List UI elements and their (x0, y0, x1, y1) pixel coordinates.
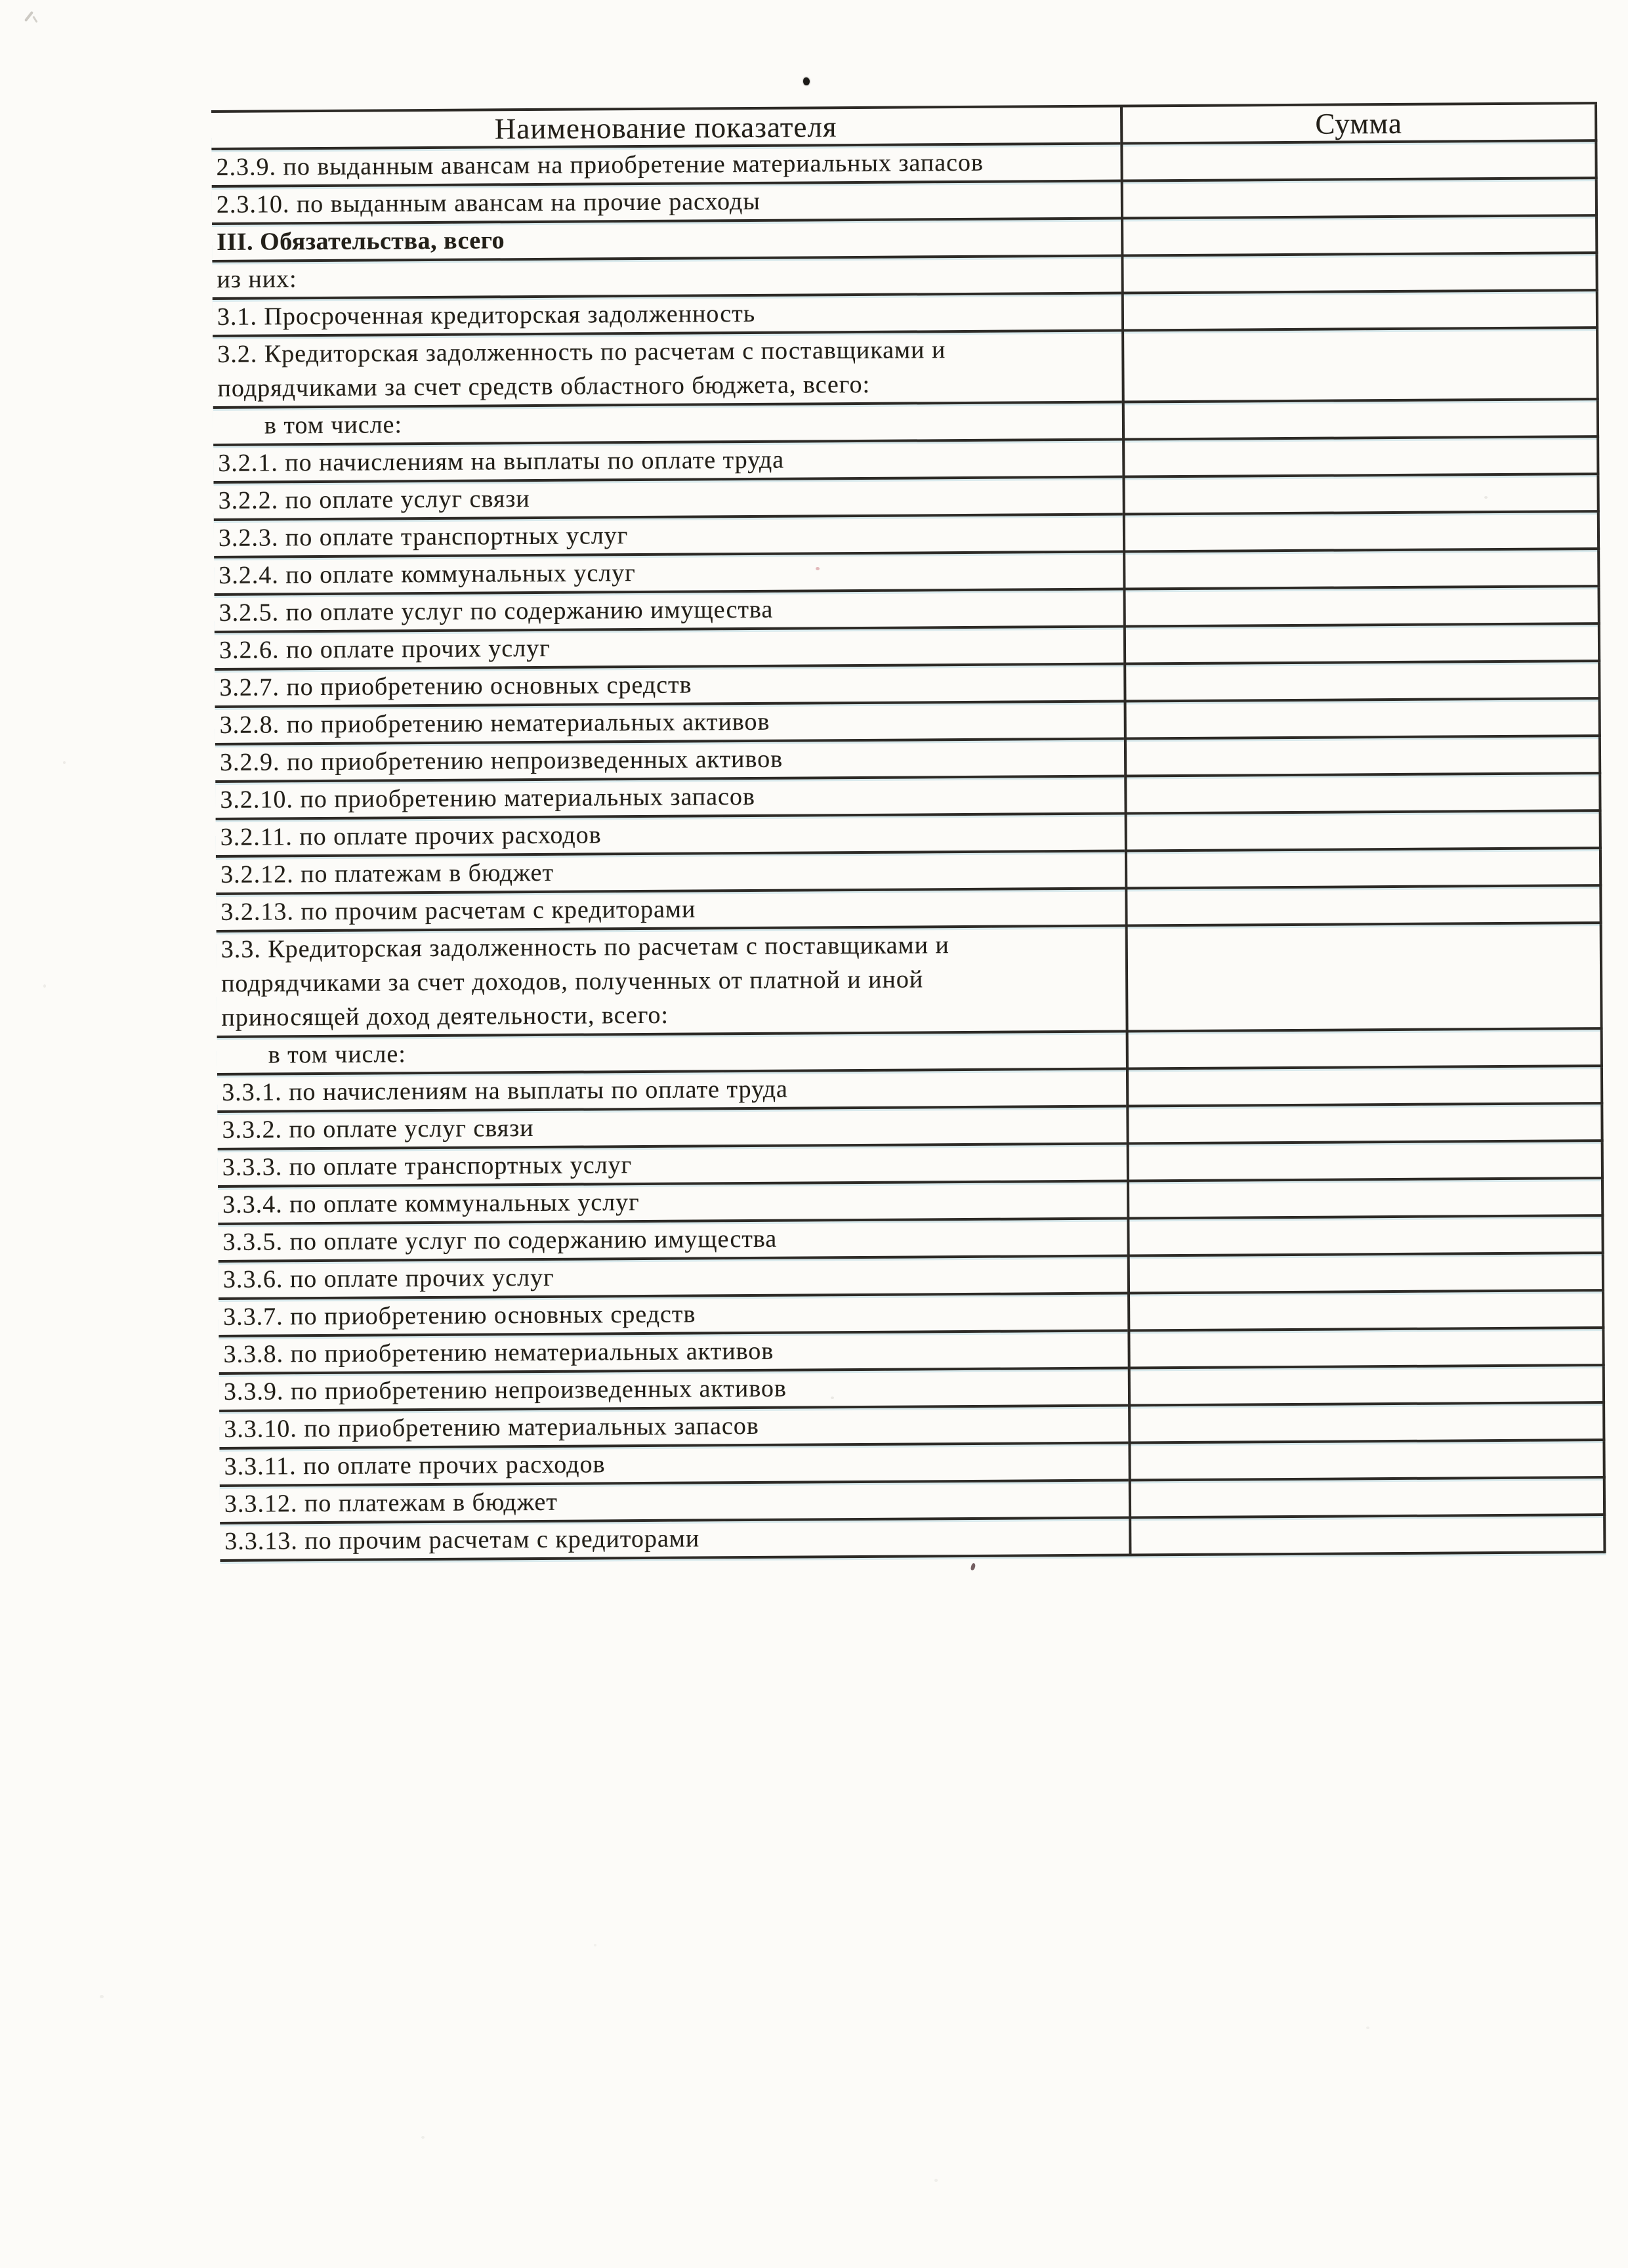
indicator-label-cell: 3.2.4. по оплате коммунальных услуг (214, 553, 1123, 596)
indicator-label-cell: 3.2.3. по оплате транспортных услуг (214, 516, 1123, 558)
table-row (220, 1516, 1606, 1562)
indicator-label-cell: 3.3.1. по начислениям на выплаты по оплате труда (217, 1070, 1126, 1113)
sum-value-cell (1129, 1516, 1606, 1556)
sum-value-cell (1121, 179, 1598, 219)
indicator-label-cell: 3.3.13. по прочим расчетам с кредиторами (220, 1519, 1129, 1561)
sum-value-cell (1125, 849, 1602, 889)
indicators-table-container (211, 102, 1607, 1562)
column-header-sum: Сумма (1120, 104, 1597, 144)
scan-tick-mark (32, 16, 37, 23)
sum-value-cell (1122, 400, 1599, 440)
sum-value-cell (1127, 1292, 1604, 1332)
sum-value-cell (1127, 1217, 1604, 1257)
sum-value-cell (1125, 924, 1603, 1032)
sum-value-cell (1121, 254, 1598, 294)
indicator-label-cell: 3.2.5. по оплате услуг по содержанию имущества (215, 591, 1123, 633)
indicator-label-cell: 3.3.2. по оплате услуг связи (217, 1108, 1126, 1150)
indicator-label-cell: 3.2.12. по платежам в бюджет (216, 852, 1125, 895)
indicator-label-cell: 3.3.4. по оплате коммунальных услуг (218, 1183, 1127, 1225)
sum-value-cell (1128, 1404, 1605, 1444)
indicator-label-cell: 3.2. Кредиторская задолженность по расчетам с поставщиками и подрядчиками за счет средств областного бюджета, всего: (213, 332, 1122, 409)
sum-value-cell (1120, 142, 1597, 182)
sum-value-cell (1124, 700, 1601, 740)
scan-speck (934, 2179, 938, 2182)
sum-value-cell (1122, 438, 1599, 478)
indicator-label-cell: 3.3. Кредиторская задолженность по расчетам с поставщиками и подрядчиками за счет доходов, полученных от платной и иной приносящей доход деятельности, всего: (217, 927, 1126, 1038)
sum-value-cell (1128, 1441, 1605, 1481)
indicator-label-cell: 3.3.3. по оплате транспортных услуг (218, 1145, 1127, 1188)
sum-value-cell (1121, 329, 1599, 403)
sum-value-cell (1127, 1329, 1604, 1369)
indicator-label-cell: 2.3.9. по выданным авансам на приобретение материальных запасов (211, 145, 1120, 188)
indicator-label-cell: 3.2.2. по оплате услуг связи (213, 478, 1122, 521)
scan-tick-mark (24, 11, 33, 22)
table-row (217, 924, 1603, 1038)
indicator-label-cell: 3.3.5. по оплате услуг по содержанию имущества (218, 1220, 1127, 1263)
sum-value-cell (1128, 1366, 1605, 1406)
indicator-label-cell: III. Обязательства, всего (212, 220, 1121, 262)
scan-speck (1366, 2026, 1369, 2029)
sum-value-cell (1125, 812, 1602, 852)
scan-speck (594, 1944, 596, 1946)
sum-value-cell (1125, 887, 1602, 927)
sum-value-cell (1126, 1030, 1603, 1070)
indicator-label-cell: 3.2.8. по приобретению нематериальных активов (215, 703, 1124, 746)
indicator-label-cell: 3.3.7. по приобретению основных средств (219, 1295, 1127, 1337)
column-header-indicator-name: Наименование показателя (211, 108, 1120, 150)
indicator-label-cell: 3.3.8. по приобретению нематериальных активов (219, 1332, 1127, 1375)
scan-speck (63, 761, 66, 764)
table-row (213, 329, 1599, 409)
sum-value-cell (1126, 1067, 1603, 1107)
indicator-label-cell: 3.3.9. по приобретению непроизведенных активов (219, 1370, 1128, 1412)
sum-value-cell (1121, 291, 1598, 331)
sum-value-cell (1127, 1142, 1604, 1182)
sum-value-cell (1129, 1479, 1606, 1519)
indicator-label-cell: 3.1. Просроченная кредиторская задолженность (213, 295, 1121, 337)
sum-value-cell (1127, 1254, 1604, 1294)
sum-value-cell (1123, 662, 1600, 702)
indicator-label-cell: 3.2.7. по приобретению основных средств (215, 665, 1123, 708)
sum-value-cell (1123, 587, 1600, 627)
indicator-label-cell: 3.2.13. по прочим расчетам с кредиторами (216, 890, 1125, 933)
indicator-label-cell: 3.3.6. по оплате прочих услуг (219, 1257, 1127, 1300)
ink-dot-speck (803, 77, 810, 85)
scan-speck (421, 2136, 425, 2139)
sum-value-cell (1124, 737, 1601, 777)
indicators-table (211, 102, 1606, 1562)
sum-value-cell (1124, 774, 1601, 814)
sum-value-cell (1123, 550, 1600, 590)
indicator-label-cell: 3.2.1. по начислениям на выплаты по оплате труда (213, 441, 1122, 484)
indicator-label-cell: в том числе: (217, 1033, 1126, 1076)
scan-speck (43, 984, 46, 988)
sum-value-cell (1123, 513, 1600, 553)
scan-speck (100, 1995, 104, 1998)
sum-value-cell (1121, 217, 1598, 257)
indicator-label-cell: 3.3.10. по приобретению материальных запасов (219, 1407, 1128, 1450)
indicator-label-cell: 3.2.6. по оплате прочих услуг (215, 628, 1123, 671)
indicator-label-cell: из них: (212, 257, 1121, 300)
sum-value-cell (1127, 1179, 1604, 1219)
indicator-label-cell: 3.3.11. по оплате прочих расходов (219, 1444, 1128, 1487)
sum-value-cell (1122, 475, 1599, 515)
table-body (211, 142, 1606, 1562)
sum-value-cell (1126, 1104, 1603, 1144)
indicator-label-cell: 3.2.10. по приобретению материальных запасов (215, 778, 1124, 820)
sum-value-cell (1123, 625, 1600, 665)
indicator-label-cell: 3.2.11. по оплате прочих расходов (216, 815, 1125, 858)
indicator-label-cell: 3.2.9. по приобретению непроизведенных активов (215, 740, 1124, 783)
indicator-label-cell: 2.3.10. по выданным авансам на прочие расходы (212, 182, 1121, 225)
comma-speck (971, 1563, 976, 1570)
indicator-label-cell: в том числе: (213, 404, 1122, 446)
indicator-label-cell: 3.3.12. по платежам в бюджет (220, 1482, 1129, 1524)
